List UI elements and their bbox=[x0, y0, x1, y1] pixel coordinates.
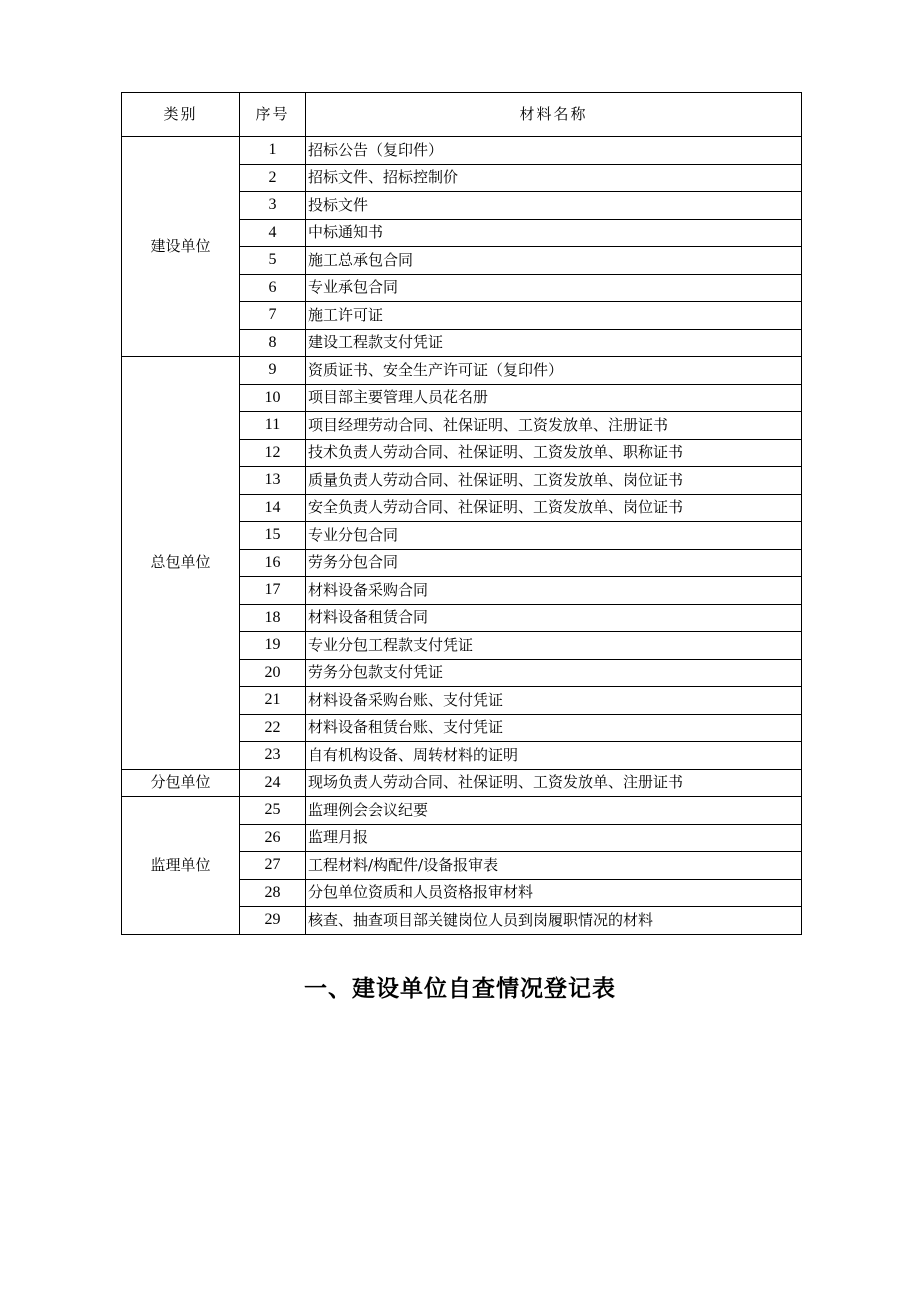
index-cell: 21 bbox=[240, 687, 306, 715]
index-cell: 13 bbox=[240, 467, 306, 495]
index-cell: 14 bbox=[240, 494, 306, 522]
material-name-cell: 资质证书、安全生产许可证（复印件） bbox=[306, 357, 802, 385]
material-name-cell: 监理例会会议纪要 bbox=[306, 797, 802, 825]
material-name-cell: 材料设备租赁台账、支付凭证 bbox=[306, 714, 802, 742]
index-cell: 5 bbox=[240, 247, 306, 275]
material-name-cell: 中标通知书 bbox=[306, 219, 802, 247]
material-name-cell: 专业分包工程款支付凭证 bbox=[306, 632, 802, 660]
index-cell: 23 bbox=[240, 742, 306, 770]
index-cell: 16 bbox=[240, 549, 306, 577]
material-name-cell: 施工许可证 bbox=[306, 302, 802, 330]
material-name-cell: 安全负责人劳动合同、社保证明、工资发放单、岗位证书 bbox=[306, 494, 802, 522]
table-row bbox=[122, 769, 802, 797]
header-material-name: 材料名称 bbox=[306, 93, 802, 137]
material-name-cell: 分包单位资质和人员资格报审材料 bbox=[306, 879, 802, 907]
table-row bbox=[122, 137, 802, 165]
index-cell: 4 bbox=[240, 219, 306, 247]
material-name-cell: 建设工程款支付凭证 bbox=[306, 329, 802, 357]
material-name-cell: 项目部主要管理人员花名册 bbox=[306, 384, 802, 412]
table-row bbox=[122, 357, 802, 385]
material-name-cell: 材料设备采购合同 bbox=[306, 577, 802, 605]
material-name-cell: 监理月报 bbox=[306, 824, 802, 852]
category-cell: 建设单位 bbox=[122, 137, 240, 357]
index-cell: 9 bbox=[240, 357, 306, 385]
category-cell: 监理单位 bbox=[122, 797, 240, 935]
index-cell: 27 bbox=[240, 852, 306, 880]
material-name-cell: 专业承包合同 bbox=[306, 274, 802, 302]
table-row bbox=[122, 797, 802, 825]
category-cell: 总包单位 bbox=[122, 357, 240, 770]
index-cell: 25 bbox=[240, 797, 306, 825]
material-name-cell: 劳务分包款支付凭证 bbox=[306, 659, 802, 687]
index-cell: 1 bbox=[240, 137, 306, 165]
material-name-cell: 技术负责人劳动合同、社保证明、工资发放单、职称证书 bbox=[306, 439, 802, 467]
index-cell: 6 bbox=[240, 274, 306, 302]
index-cell: 8 bbox=[240, 329, 306, 357]
material-name-cell: 施工总承包合同 bbox=[306, 247, 802, 275]
material-name-cell: 劳务分包合同 bbox=[306, 549, 802, 577]
material-name-cell: 材料设备租赁合同 bbox=[306, 604, 802, 632]
material-name-cell: 现场负责人劳动合同、社保证明、工资发放单、注册证书 bbox=[306, 769, 802, 797]
index-cell: 10 bbox=[240, 384, 306, 412]
table-header-row bbox=[122, 93, 802, 137]
material-name-cell: 工程材料/构配件/设备报审表 bbox=[306, 852, 802, 880]
index-cell: 15 bbox=[240, 522, 306, 550]
index-cell: 2 bbox=[240, 164, 306, 192]
category-cell: 分包单位 bbox=[122, 769, 240, 797]
header-index: 序号 bbox=[240, 93, 306, 137]
material-name-cell: 材料设备采购台账、支付凭证 bbox=[306, 687, 802, 715]
index-cell: 7 bbox=[240, 302, 306, 330]
index-cell: 24 bbox=[240, 769, 306, 797]
material-name-cell: 招标公告（复印件） bbox=[306, 137, 802, 165]
material-name-cell: 招标文件、招标控制价 bbox=[306, 164, 802, 192]
material-name-cell: 自有机构设备、周转材料的证明 bbox=[306, 742, 802, 770]
index-cell: 28 bbox=[240, 879, 306, 907]
index-cell: 22 bbox=[240, 714, 306, 742]
material-name-cell: 投标文件 bbox=[306, 192, 802, 220]
material-name-cell: 项目经理劳动合同、社保证明、工资发放单、注册证书 bbox=[306, 412, 802, 440]
index-cell: 18 bbox=[240, 604, 306, 632]
section-title: 一、建设单位自查情况登记表 bbox=[304, 976, 616, 1002]
material-name-cell: 专业分包合同 bbox=[306, 522, 802, 550]
table-body bbox=[122, 137, 802, 935]
materials-table bbox=[121, 92, 802, 935]
index-cell: 12 bbox=[240, 439, 306, 467]
index-cell: 11 bbox=[240, 412, 306, 440]
header-category: 类别 bbox=[122, 93, 240, 137]
index-cell: 26 bbox=[240, 824, 306, 852]
material-name-cell: 质量负责人劳动合同、社保证明、工资发放单、岗位证书 bbox=[306, 467, 802, 495]
index-cell: 20 bbox=[240, 659, 306, 687]
index-cell: 17 bbox=[240, 577, 306, 605]
material-name-cell: 核查、抽查项目部关键岗位人员到岗履职情况的材料 bbox=[306, 907, 802, 935]
index-cell: 29 bbox=[240, 907, 306, 935]
index-cell: 19 bbox=[240, 632, 306, 660]
index-cell: 3 bbox=[240, 192, 306, 220]
